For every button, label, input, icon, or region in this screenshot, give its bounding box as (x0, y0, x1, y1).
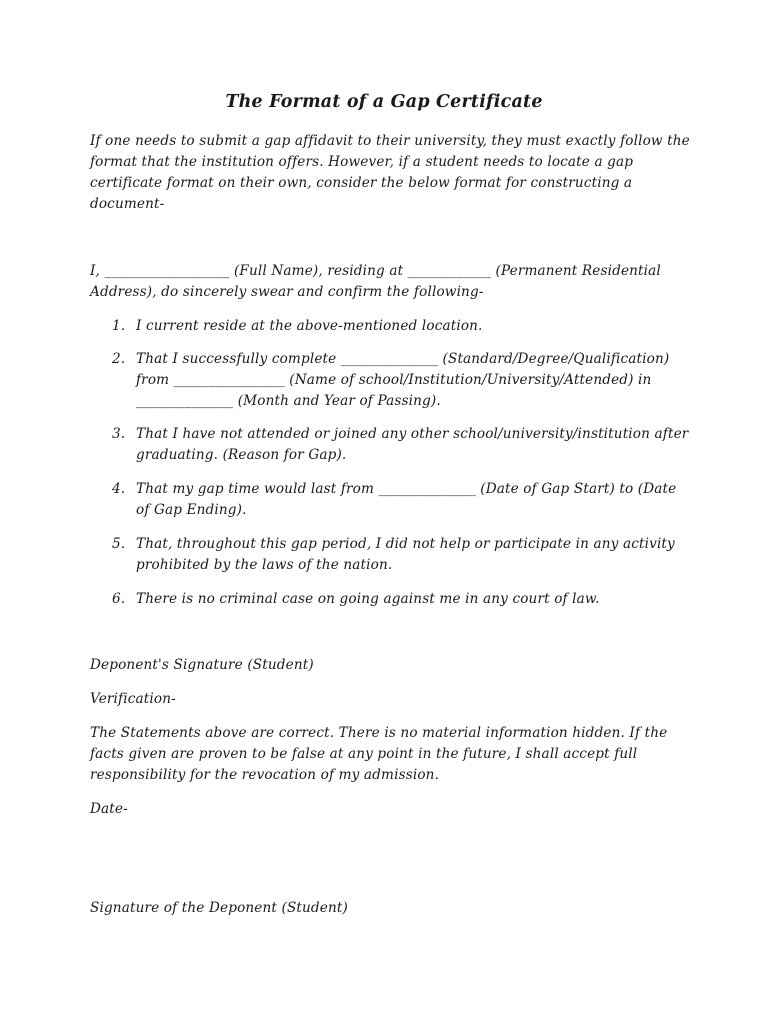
document-title: The Format of a Gap Certificate (225, 92, 543, 112)
intro-paragraph: If one needs to submit a gap affidavit to their university, they must exactly follow the format that the institution offers. However, if a student needs to locate a gap certificate format on their own, consider the below format for constructing a document- (90, 133, 690, 212)
list-item-number: 2. (112, 351, 126, 367)
list-item (112, 349, 690, 412)
declaration-paragraph: I, __________________ (Full Name), residing at ____________ (Permanent Residential Address), do sincerely swear and confirm the following- (90, 263, 661, 300)
verification-label: Verification- (90, 691, 176, 707)
list-item (112, 534, 690, 576)
list-item-text: That my gap time would last from ______________ (Date of Gap Start) to (Date of Gap Ending). (136, 481, 677, 518)
list-item-text: That I successfully complete ______________ (Standard/Degree/Qualification) from ________________ (Name of school/Institution/University/Attended) in ______________ (Month and Year of Passing). (136, 351, 670, 409)
verification-paragraph: The Statements above are correct. There is no material information hidden. If the facts given are proven to be false at any point in the future, I shall accept full responsibility for the revocation of my admission. (90, 725, 668, 783)
list-item-text: There is no criminal case on going against me in any court of law. (136, 591, 600, 607)
list-item (112, 589, 690, 610)
list-item (112, 479, 690, 521)
list-item-number: 6. (112, 591, 126, 607)
date-label: Date- (90, 801, 128, 817)
signature-label: Signature of the Deponent (Student) (90, 900, 348, 916)
list-item-text: That, throughout this gap period, I did not help or participate in any activity prohibited by the laws of the nation. (136, 536, 675, 573)
list-item (112, 424, 690, 466)
list-item-text: I current reside at the above-mentioned location. (136, 318, 483, 334)
list-item-number: 5. (112, 536, 126, 552)
list-item (112, 316, 690, 337)
list-item-text: That I have not attended or joined any other school/university/institution after graduating. (Reason for Gap). (136, 426, 689, 463)
deponent-signature-label: Deponent's Signature (Student) (90, 657, 314, 673)
list-item-number: 4. (112, 481, 126, 497)
list-item-number: 1. (112, 318, 126, 334)
list-item-number: 3. (112, 426, 126, 442)
